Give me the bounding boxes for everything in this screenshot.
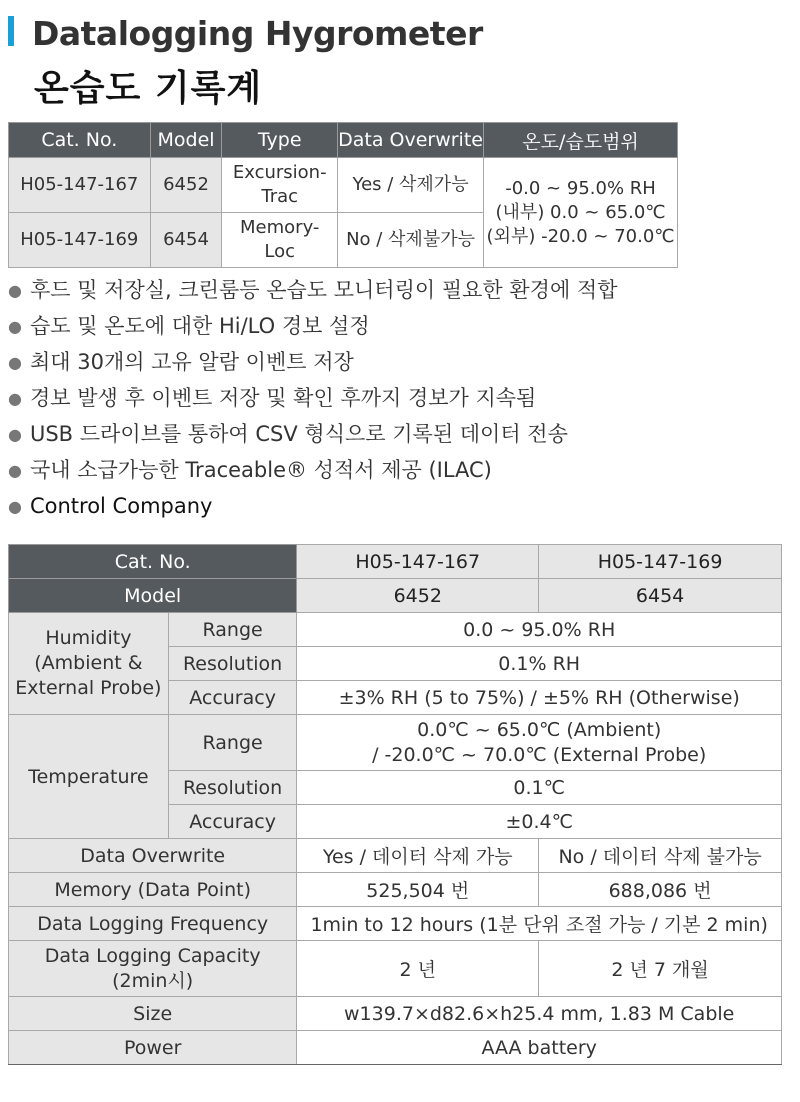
list-item [8,416,788,452]
list-item [8,308,788,344]
memory-value-1: 525,504 번 [297,873,539,907]
col-header-range: 온도/습도범위 [484,123,678,158]
humidity-label-line: External Probe) [15,677,162,699]
overwrite-value-2: No / 데이터 삭제 불가능 [539,839,782,873]
table-row [9,613,782,647]
temp-resolution-label: Resolution [168,771,297,805]
spec-cat-no-1: H05-147-167 [297,545,539,579]
list-item [8,452,788,488]
overwrite-value-1: Yes / 데이터 삭제 가능 [297,839,539,873]
temp-range-label: Range [168,715,297,771]
capacity-value-1: 2 년 [297,941,539,997]
overwrite-cell: No / 삭제불가능 [338,213,484,268]
spec-model-1: 6452 [297,579,539,613]
temp-resolution-value: 0.1℃ [297,771,782,805]
table-row [9,907,782,941]
memory-label: Memory (Data Point) [9,873,297,907]
spec-model-2: 6454 [539,579,782,613]
type-cell [222,213,338,268]
humidity-accuracy-value: ±3% RH (5 to 75%) / ±5% RH (Otherwise) [297,681,782,715]
temp-accuracy-label: Accuracy [168,805,297,839]
spec-table [8,544,782,1065]
list-item [8,380,788,416]
spec-model-label: Model [9,579,297,613]
table-row [9,873,782,907]
size-value: w139.7×d82.6×h25.4 mm, 1.83 M Cable [297,997,782,1031]
temp-range-line: / -20.0℃ ~ 70.0℃ (External Probe) [372,743,707,766]
table-row [9,158,678,213]
table-row [9,545,782,579]
type-line: Memory- [240,217,320,238]
feature-text: 최대 30개의 고유 알람 이벤트 저장 [29,350,354,374]
type-line: Trac [261,186,299,207]
capacity-value-2: 2 년 7 개월 [539,941,782,997]
feature-text: 습도 및 온도에 대한 Hi/LO 경보 설정 [29,314,370,338]
humidity-accuracy-label: Accuracy [168,681,297,715]
cat-no-cell: H05-147-167 [9,158,151,213]
table-row [9,715,782,771]
table-row [9,579,782,613]
list-item [8,272,788,308]
capacity-label [9,941,297,997]
feature-list [8,272,788,524]
range-line: (내부) 0.0 ~ 65.0℃ [495,201,666,223]
range-line: -0.0 ~ 95.0% RH [505,177,656,199]
table-row [9,941,782,997]
overwrite-label: Data Overwrite [9,839,297,873]
list-item [8,344,788,380]
table-row [9,839,782,873]
frequency-value: 1min to 12 hours (1분 단위 조절 가능 / 기본 2 min) [297,907,782,941]
spec-cat-no-label: Cat. No. [9,545,297,579]
feature-text: 국내 소급가능한 Traceable® 성적서 제공 (ILAC) [29,458,492,482]
type-line: Loc [264,241,296,262]
humidity-label-line: Humidity [45,627,132,649]
bullet-icon: ● [8,281,22,300]
summary-table [8,122,678,268]
model-cell: 6452 [150,158,222,213]
size-label: Size [9,997,297,1031]
feature-text: 경보 발생 후 이벤트 저장 및 확인 후까지 경보가 지속됨 [29,386,537,410]
temperature-label: Temperature [9,715,169,839]
col-header-cat-no: Cat. No. [9,123,151,158]
capacity-label-line: (2min시) [112,969,194,992]
capacity-label-line: Data Logging Capacity [44,944,261,967]
bullet-icon: ● [8,461,22,480]
accent-bar [8,16,14,46]
spec-cat-no-2: H05-147-169 [539,545,782,579]
humidity-range-label: Range [168,613,297,647]
bullet-icon: ● [8,425,22,444]
table-row [9,997,782,1031]
cat-no-cell: H05-147-169 [9,213,151,268]
type-cell [222,158,338,213]
humidity-range-value: 0.0 ~ 95.0% RH [297,613,782,647]
title-korean: 온습도 기록계 [34,68,263,109]
range-cell [484,158,678,268]
overwrite-cell: Yes / 삭제가능 [338,158,484,213]
summary-header-row [9,123,678,158]
frequency-label: Data Logging Frequency [9,907,297,941]
company-name: Control Company [29,494,213,518]
bullet-icon: ● [8,389,22,408]
model-cell: 6454 [150,213,222,268]
temp-range-line: 0.0℃ ~ 65.0℃ (Ambient) [417,718,662,741]
feature-text: 후드 및 저장실, 크린룸등 온습도 모니터링이 필요한 환경에 적합 [29,278,618,302]
bullet-icon: ● [8,317,22,336]
power-label: Power [9,1031,297,1065]
col-header-type: Type [222,123,338,158]
humidity-label [9,613,169,715]
bullet-icon: ● [8,497,22,516]
humidity-resolution-label: Resolution [168,647,297,681]
col-header-model: Model [150,123,222,158]
table-row [9,1031,782,1065]
bullet-icon: ● [8,353,22,372]
temp-accuracy-value: ±0.4℃ [297,805,782,839]
title-english: Datalogging Hygrometer [32,14,483,53]
range-line: (외부) -20.0 ~ 70.0℃ [486,225,675,247]
type-line: Excursion- [232,162,327,183]
humidity-resolution-value: 0.1% RH [297,647,782,681]
temp-range-value [297,715,782,771]
list-item [8,488,788,524]
col-header-overwrite: Data Overwrite [338,123,484,158]
humidity-label-line: (Ambient & [34,652,143,674]
power-value: AAA battery [297,1031,782,1065]
feature-text: USB 드라이브를 통하여 CSV 형식으로 기록된 데이터 전송 [29,422,568,446]
memory-value-2: 688,086 번 [539,873,782,907]
